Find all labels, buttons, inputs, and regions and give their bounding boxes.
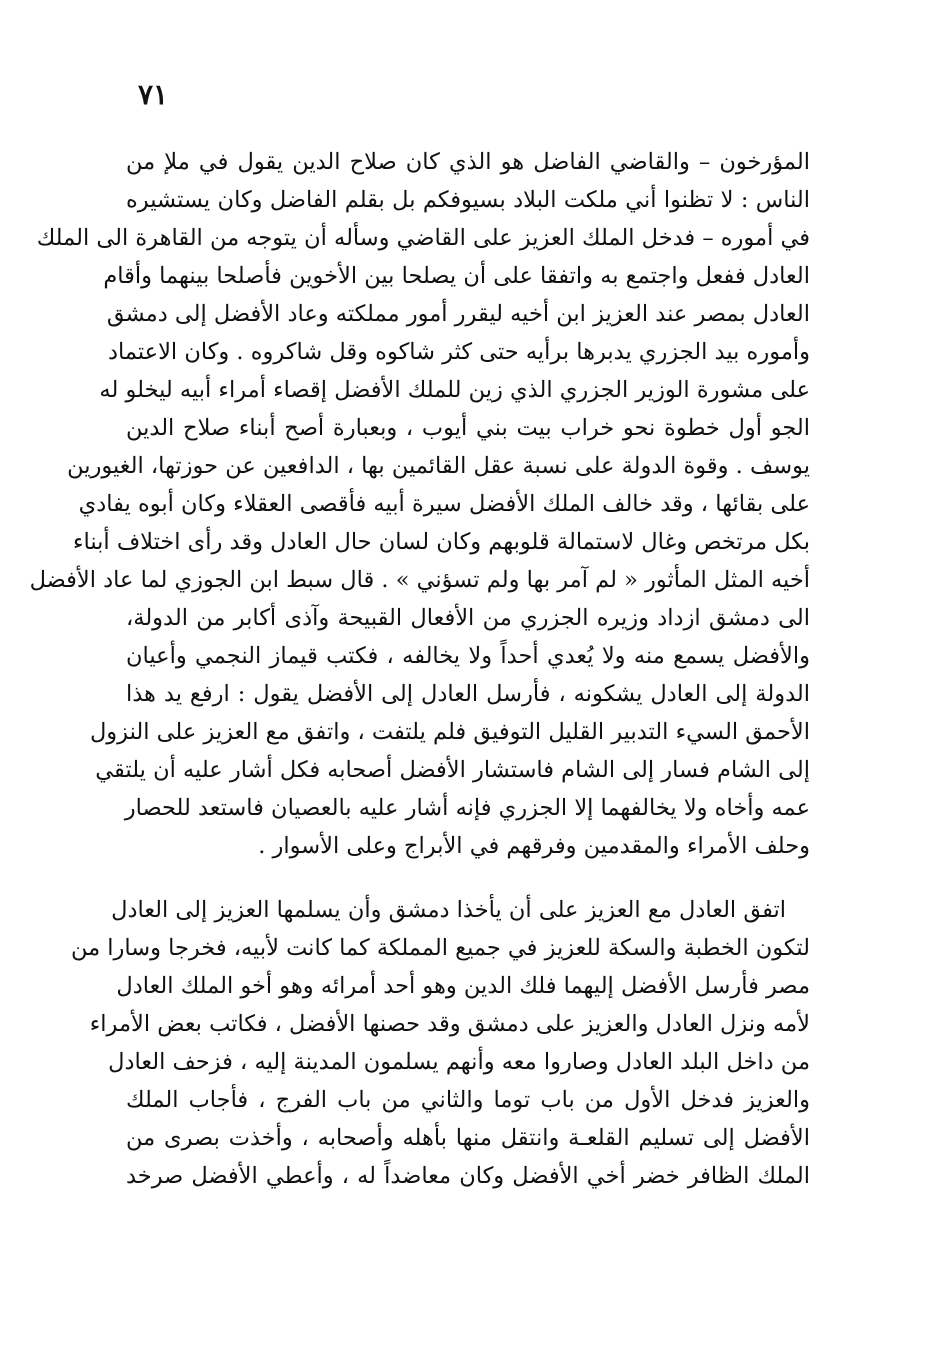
- text-line: في أموره – فدخل الملك العزيز على القاضي وسأله أن يتوجه من القاهرة الى الملك: [36, 225, 810, 251]
- text-line: من داخل البلد العادل وصاروا معه وأنهم يسلمون المدينة إليه ، فزحف العادل: [108, 1049, 810, 1075]
- text-line: عمه وأخاه ولا يخالفهما إلا الجزري فإنه أشار عليه بالعصيان فاستعد للحصار: [124, 795, 810, 821]
- text-line: المؤرخون – والقاضي الفاضل هو الذي كان صلاح الدين يقول في ملإ من: [126, 149, 810, 175]
- text-line: الأفضل إلى تسليم القلعـة وانتقل منها بأهله وأصحابه ، وأخذت بصرى من: [126, 1125, 810, 1151]
- text-line: على بقائها ، وقد خالف الملك الأفضل سيرة أبيه فأقصى العقلاء وكان أبوه يفادي: [78, 491, 810, 517]
- text-line: الى دمشق ازداد وزيره الجزري من الأفعال القبيحة وآذى أكابر من الدولة،: [126, 605, 810, 631]
- text-line: لأمه ونزل العادل والعزيز على دمشق وقد حصنها الأفضل ، فكاتب بعض الأمراء: [89, 1011, 810, 1037]
- text-line: اتفق العادل مع العزيز على أن يأخذا دمشق وأن يسلمها العزيز إلى العادل: [111, 897, 786, 923]
- text-line: الدولة إلى العادل يشكونه ، فأرسل العادل إلى الأفضل يقول : ارفع يد هذا: [126, 681, 810, 707]
- text-line: العادل بمصر عند العزيز ابن أخيه ليقرر أمور مملكته وعاد الأفضل إلى دمشق: [106, 301, 810, 327]
- text-line: وأموره بيد الجزري يدبرها برأيه حتى كثر شاكوه وقل شاكروه . وكان الاعتماد: [107, 339, 810, 365]
- text-line: العادل ففعل واجتمع به واتفقا على أن يصلحا بين الأخوين فأصلحا بينهما وأقام: [103, 263, 810, 289]
- text-line: بكل مرتخص وغال لاستمالة قلوبهم وكان لسان حال العادل وقد رأى اختلاف أبناء: [72, 529, 810, 555]
- text-line: إلى الشام فسار إلى الشام فاستشار الأفضل أصحابه فكل أشار عليه أن يلتقي: [95, 757, 810, 783]
- text-line: على مشورة الوزير الجزري الذي زين للملك الأفضل إقصاء أمراء أبيه ليخلو له: [99, 377, 810, 403]
- text-line: لتكون الخطبة والسكة للعزيز في جميع المملكة كما كانت لأبيه، فخرجا وسارا من: [70, 935, 810, 961]
- text-line: الملك الظافر خضر أخي الأفضل وكان معاضداً له ، وأعطي الأفضل صرخد: [126, 1163, 810, 1189]
- text-line: وحلف الأمراء والمقدمين وفرقهم في الأبراج وعلى الأسوار .: [258, 833, 810, 859]
- text-line: أخيه المثل المأثور « لم آمر بها ولم تسؤني » . قال سبط ابن الجوزي لما عاد الأفضل: [29, 567, 810, 593]
- text-line: والأفضل يسمع منه ولا يُعدي أحداً ولا يخالفه ، فكتب قيماز النجمي وأعيان: [126, 643, 810, 669]
- text-line: الناس : لا تظنوا أني ملكت البلاد بسيوفكم بل بقلم الفاضل وكان يستشيره: [126, 187, 810, 213]
- text-line: الجو أول خطوة نحو خراب بيت بني أيوب ، وبعبارة أصح أبناء صلاح الدين: [126, 415, 810, 441]
- text-line: مصر فأرسل الأفضل إليهما فلك الدين وهو أحد أمرائه وهو أخو الملك العادل: [116, 973, 810, 999]
- text-line: يوسف . وقوة الدولة على نسبة عقل القائمين بها ، الدافعين عن حوزتها، الغيورين: [67, 453, 810, 479]
- page-number: ٧١: [137, 78, 169, 111]
- text-line: الأحمق السيء التدبير القليل التوفيق فلم يلتفت ، واتفق مع العزيز على النزول: [89, 719, 810, 745]
- text-line: والعزيز فدخل الأول من باب توما والثاني من باب الفرج ، فأجاب الملك: [126, 1087, 810, 1113]
